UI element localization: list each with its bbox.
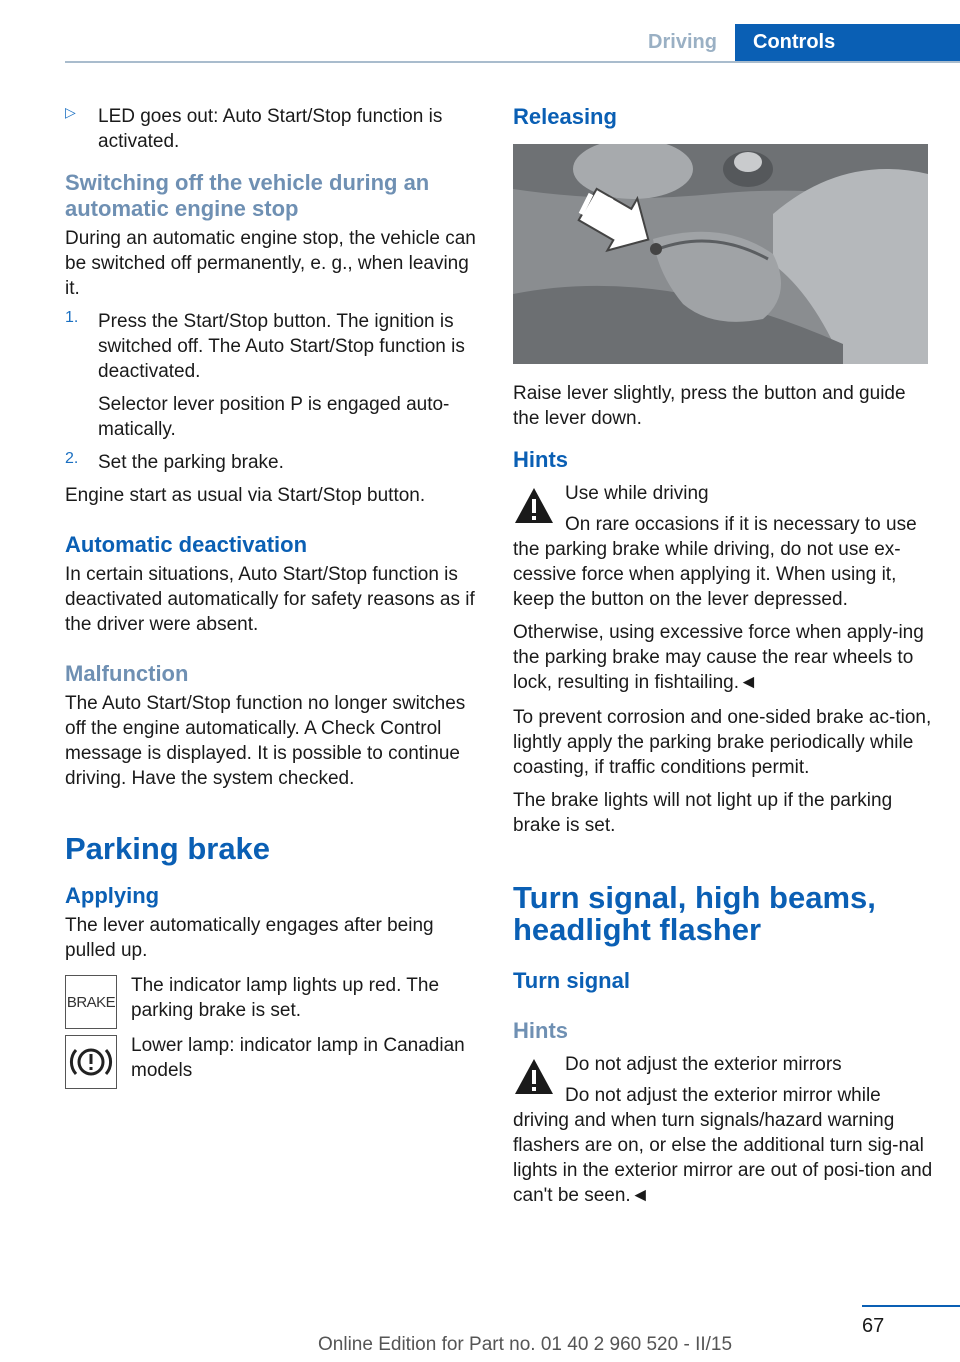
turn-signal-heading: Turn signal [513,968,630,993]
step-subtext: Selector lever position P is engaged auto‐matically. [98,394,450,440]
header-rule [65,61,960,63]
brake-indicator-row [65,973,480,1027]
switching-off-heading: Switching off the vehicle during an automatic engine stop [65,170,430,221]
warning-triangle-icon [513,485,555,527]
applying-text: The lever automatically engages after being pulled up. [65,915,434,961]
page-number: 67 [862,1315,885,1337]
warning-use-while-driving [513,481,933,612]
malfunction-text: The Auto Start/Stop function no longer switches off the engine automatically. A Check Control message is displayed. It is possible to continue driving. Have the system checked. [65,693,466,789]
step-number: 2. [65,450,79,467]
warning-exterior-mirrors [513,1052,933,1208]
warning-title: Use while driving [565,483,709,504]
hints-heading: Hints [513,447,568,472]
step-1 [65,309,480,442]
step-text: Set the parking brake. [98,452,284,473]
header-tab-driving[interactable]: Driving [648,31,717,53]
bullet-item [65,104,480,154]
header-tab-controls[interactable]: Controls [735,24,960,61]
parking-brake-lever-illustration [513,144,928,364]
parking-brake-heading: Parking brake [65,831,271,866]
step-text: Press the Start/Stop button. The ignition is switched off. The Auto Start/Stop function is deactivated. [98,311,465,382]
step-2 [65,450,480,475]
brake-indicator-icon [65,975,117,1029]
warning-title: Do not adjust the exterior mirrors [565,1054,842,1075]
footer-edition: Online Edition for Part no. 01 40 2 960 520 - II/15 [318,1334,733,1355]
releasing-text: Raise lever slightly, press the button and guide the lever down. [513,383,906,429]
corrosion-text: To prevent corrosion and one-sided brake ac‐tion, lightly apply the parking brake periodically while coasting, if traffic conditions permit. [513,707,932,778]
warning-triangle-icon [513,1056,555,1098]
left-column [65,104,480,1087]
malfunction-heading: Malfunction [65,661,189,686]
warning-text: Do not adjust the exterior mirror while driving and when turn signals/hazard warning flashers are on, or else the additional turn sig‐nal lights in the exterior mirror are out of posi‐tion and can't be seen.◄ [513,1085,933,1206]
turn-signal-section-heading: Turn signal, high beams, headlight flasher [513,880,876,947]
applying-heading: Applying [65,883,160,908]
automatic-deactivation-heading: Automatic deactivation [65,532,308,557]
warning-text: On rare occasions if it is necessary to use the parking brake while driving, do not use ex‐cessive force when applying it. When using it, keep the button on the lever depressed. [513,514,917,610]
canadian-indicator-row [65,1033,480,1087]
footer-rule [862,1305,960,1307]
brake-indicator-text: The indicator lamp lights up red. The parking brake is set. [131,975,440,1021]
step-number: 1. [65,309,79,326]
brake-icon-label: BRAKE [66,993,116,1011]
brake-lights-text: The brake lights will not light up if the parking brake is set. [513,790,893,836]
hints-heading-2: Hints [513,1018,568,1043]
parking-brake-warning-icon [65,1035,117,1089]
warning-text-continued: Otherwise, using excessive force when apply‐ing the parking brake may cause the rear wheels to lock, resulting in fishtailing.◄ [513,622,924,693]
canadian-indicator-text: Lower lamp: indicator lamp in Canadian models [131,1035,465,1081]
engine-start-text: Engine start as usual via Start/Stop button. [65,485,426,506]
triangle-bullet-icon: ▷ [65,104,76,120]
switching-off-text: During an automatic engine stop, the vehicle can be switched off permanently, e. g., when leaving it. [65,228,476,299]
bullet-text: LED goes out: Auto Start/Stop function is activated. [98,106,443,152]
releasing-heading: Releasing [513,104,617,129]
right-column [513,104,933,1208]
automatic-deactivation-text: In certain situations, Auto Start/Stop function is deactivated automatically for safety reasons as if the driver were absent. [65,564,475,635]
